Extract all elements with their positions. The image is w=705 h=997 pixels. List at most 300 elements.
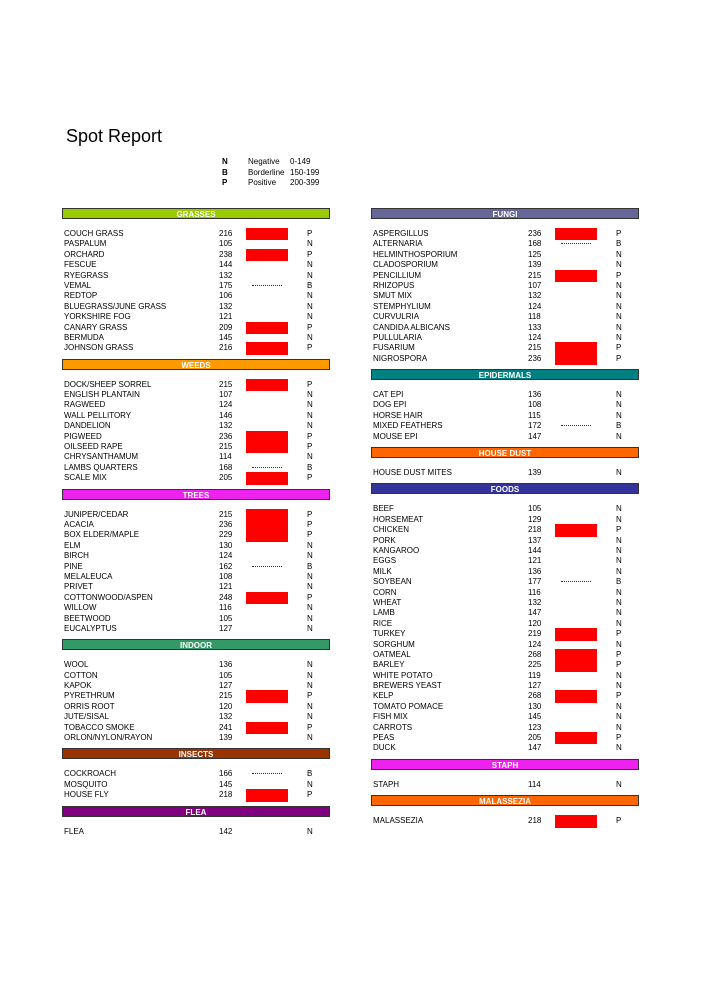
allergen-name: WHEAT [373,597,402,607]
allergen-value: 215 [528,343,542,353]
result-marker [555,743,597,753]
result-code: P [307,473,313,483]
allergen-name: TOBACCO SMOKE [64,722,135,732]
allergen-value: 145 [219,779,233,789]
result-code: P [307,442,313,452]
result-code: N [307,239,313,249]
allergen-name: ORLON/NYLON/RAYON [64,733,153,743]
allergen-value: 205 [219,473,233,483]
result-code: B [616,577,622,587]
legend-label: Positive [248,178,277,187]
legend-label: Negative [248,157,280,166]
table-row [371,421,639,431]
table-row [371,390,639,400]
allergen-name: JUNIPER/CEDAR [64,509,129,519]
table-row [62,271,330,281]
result-marker [555,567,597,577]
allergen-value: 132 [219,421,233,431]
allergen-name: ORCHARD [64,249,105,259]
result-code: N [307,681,313,691]
allergen-name: CLADOSPORIUM [373,260,438,270]
positive-marker [246,229,288,239]
table-row [62,530,330,540]
result-marker [246,260,288,270]
allergen-value: 218 [528,525,542,535]
result-code: N [307,452,313,462]
allergen-value: 125 [528,249,542,259]
table-row [62,473,330,483]
allergen-name: PEAS [373,733,395,743]
allergen-name: DOG EPI [373,400,407,410]
allergen-value: 215 [528,270,542,280]
section-weeds [62,359,330,484]
allergen-value: 136 [219,660,233,670]
allergen-name: RYEGRASS [64,270,109,280]
allergen-name: CORN [373,587,397,597]
allergen-value: 236 [528,353,542,363]
allergen-value: 225 [528,660,542,670]
allergen-name: HORSE HAIR [373,410,423,420]
table-row [371,354,639,364]
table-row [62,790,330,800]
result-code: P [307,592,313,602]
table-row [371,640,639,650]
allergen-value: 105 [219,613,233,623]
table-row [371,400,639,410]
section-insects [62,748,330,800]
result-code: N [307,390,313,400]
table-row [371,619,639,629]
positive-marker [555,733,597,743]
result-code: N [307,551,313,561]
allergen-name: JUTE/SISAL [64,712,109,722]
allergen-name: COUCH GRASS [64,229,124,238]
table-row [371,733,639,743]
table-row [62,291,330,301]
result-code: N [616,712,622,722]
result-code: P [307,343,313,353]
result-code: N [307,400,313,410]
result-code: N [307,623,313,633]
result-code: N [307,701,313,711]
table-row [62,723,330,733]
table-row [371,743,639,753]
result-marker [555,432,597,442]
result-marker [246,551,288,561]
section-header: TREES [62,489,330,500]
table-row [371,312,639,322]
result-marker [555,712,597,722]
result-code: P [616,525,622,535]
allergen-value: 107 [528,280,542,290]
result-marker [555,323,597,333]
table-row [62,463,330,473]
result-code: N [616,618,622,628]
result-marker [246,572,288,582]
result-marker [555,546,597,556]
table-row [62,250,330,260]
result-code: N [307,332,313,342]
result-code: B [307,561,313,571]
result-marker [555,504,597,514]
allergen-value: 130 [219,540,233,550]
section-flea [62,806,330,837]
allergen-value: 236 [528,229,542,238]
result-code: P [307,379,313,389]
result-marker [246,400,288,410]
allergen-name: PINE [64,561,83,571]
result-code: P [307,691,313,701]
table-row [62,562,330,572]
result-code: N [616,545,622,555]
result-code: P [307,509,313,519]
result-code: P [307,431,313,441]
table-row [62,380,330,390]
allergen-name: BEETWOOD [64,613,111,623]
result-code: N [616,312,622,322]
allergen-name: FLEA [64,826,85,836]
right-column [371,208,639,832]
section-header: INDOOR [62,639,330,650]
allergen-value: 215 [219,691,233,701]
table-row [62,302,330,312]
allergen-value: 168 [528,239,542,249]
allergen-value: 216 [219,343,233,353]
allergen-name: RHIZOPUS [373,280,415,290]
allergen-value: 119 [528,670,541,680]
table-row [62,229,330,239]
allergen-name: WILLOW [64,603,97,613]
table-row [371,281,639,291]
result-marker [555,588,597,598]
allergen-value: 108 [528,400,542,410]
table-row [62,614,330,624]
result-marker [555,400,597,410]
borderline-marker [246,562,288,572]
result-code: N [616,681,622,691]
result-code: P [307,322,313,332]
result-marker [246,302,288,312]
allergen-value: 175 [219,280,233,290]
table-row [62,681,330,691]
result-marker [555,556,597,566]
allergen-value: 205 [528,733,542,743]
table-row [371,271,639,281]
positive-marker [555,229,597,239]
positive-marker [246,790,288,800]
table-row [62,671,330,681]
allergen-name: DUCK [373,743,396,753]
result-code: N [307,603,313,613]
allergen-name: PIGWEED [64,431,102,441]
table-row [371,302,639,312]
allergen-value: 162 [219,561,233,571]
allergen-value: 145 [528,712,542,722]
result-code: N [307,260,313,270]
result-code: N [616,597,622,607]
allergen-name: DANDELION [64,421,111,431]
result-marker [246,390,288,400]
allergen-name: WOOL [64,660,89,670]
result-code: P [307,530,313,540]
table-row [62,780,330,790]
table-row [371,660,639,670]
table-row [62,691,330,701]
legend-range: 0-149 [290,157,311,166]
result-code: N [307,779,313,789]
result-marker [555,302,597,312]
allergen-value: 132 [219,270,233,280]
section-header: WEEDS [62,359,330,370]
section-house-dust [371,447,639,478]
result-marker [246,827,288,837]
table-row [62,660,330,670]
table-row [371,608,639,618]
result-marker [555,671,597,681]
table-row [371,411,639,421]
table-row [62,411,330,421]
table-row [371,723,639,733]
allergen-value: 121 [219,582,233,592]
result-code: P [307,229,313,238]
result-code: B [307,462,313,472]
allergen-name: BOX ELDER/MAPLE [64,530,140,540]
section-trees [62,489,330,635]
allergen-name: CHICKEN [373,525,410,535]
table-row [371,588,639,598]
allergen-value: 145 [219,332,233,342]
result-code: N [616,390,622,400]
legend-code: N [222,157,228,166]
allergen-value: 129 [528,514,542,524]
table-row [371,432,639,442]
result-code: N [616,535,622,545]
positive-marker [246,343,288,353]
allergen-value: 132 [219,301,233,311]
allergen-name: WALL PELLITORY [64,410,132,420]
result-code: N [307,733,313,743]
legend-label: Borderline [248,167,285,177]
allergen-name: HELMINTHOSPORIUM [373,249,458,259]
allergen-name: ASPERGILLUS [373,229,429,238]
allergen-name: OILSEED RAPE [64,442,123,452]
allergen-name: CANARY GRASS [64,322,128,332]
allergen-value: 137 [528,535,542,545]
allergen-value: 241 [219,722,233,732]
table-row [62,239,330,249]
allergen-value: 127 [219,623,233,633]
result-marker [246,624,288,634]
section-staph [371,759,639,790]
allergen-value: 144 [219,260,233,270]
allergen-value: 105 [219,670,233,680]
allergen-value: 147 [528,431,542,441]
table-row [371,816,639,826]
table-row [62,260,330,270]
section-header: FOODS [371,483,639,494]
allergen-name: HORSEMEAT [373,514,424,524]
result-code: N [307,582,313,592]
allergen-value: 168 [219,462,233,472]
table-row [371,780,639,790]
table-row [62,390,330,400]
positive-marker [246,380,288,390]
legend-range: 200-399 [290,178,320,187]
allergen-name: MILK [373,566,392,576]
table-row [371,598,639,608]
allergen-value: 136 [528,390,542,400]
allergen-value: 268 [528,691,542,701]
result-code: N [616,332,622,342]
result-code: N [616,779,622,789]
allergen-name: FISH MIX [373,712,408,722]
table-row [371,629,639,639]
positive-marker [555,816,597,826]
allergen-value: 114 [528,779,541,789]
positive-marker [246,442,288,452]
allergen-value: 118 [528,312,541,322]
result-code: B [307,769,313,779]
allergen-value: 215 [219,509,233,519]
allergen-value: 139 [528,468,542,478]
allergen-name: STEMPHYLIUM [373,301,431,311]
allergen-value: 177 [528,577,542,587]
allergen-name: BREWERS YEAST [373,681,442,691]
allergen-name: SOYBEAN [373,577,412,587]
result-code: N [616,587,622,597]
legend-range: 150-199 [290,167,320,177]
allergen-value: 218 [528,816,542,826]
table-row [62,432,330,442]
allergen-name: COTTON [64,670,98,680]
result-marker [246,271,288,281]
allergen-name: ALTERNARIA [373,239,423,249]
section-header: FLEA [62,806,330,817]
result-code: N [307,826,313,836]
result-code: N [307,312,313,322]
allergen-name: HOUSE DUST MITES [373,468,452,478]
allergen-name: MIXED FEATHERS [373,421,443,431]
result-code: N [616,639,622,649]
result-code: N [616,410,622,420]
table-row [371,556,639,566]
result-legend [222,157,319,189]
result-marker [555,250,597,260]
allergen-name: EGGS [373,556,397,566]
table-row [371,567,639,577]
legend-code: P [222,178,228,187]
section-header: FUNGI [371,208,639,219]
result-marker [555,702,597,712]
allergen-name: FUSARIUM [373,343,415,353]
result-marker [246,702,288,712]
result-marker [555,780,597,790]
result-code: N [616,431,622,441]
positive-marker [555,354,597,364]
allergen-value: 215 [219,442,233,452]
result-marker [555,390,597,400]
table-row [62,421,330,431]
allergen-name: SORGHUM [373,639,415,649]
result-marker [555,411,597,421]
allergen-value: 216 [219,229,233,238]
section-header: STAPH [371,759,639,770]
allergen-name: ORRIS ROOT [64,701,115,711]
allergen-value: 144 [528,545,542,555]
table-row [62,733,330,743]
allergen-name: FESCUE [64,260,97,270]
legend-row [222,178,319,189]
allergen-name: JOHNSON GRASS [64,343,134,353]
result-code: N [307,291,313,301]
allergen-name: SMUT MIX [373,291,412,301]
allergen-value: 218 [219,790,233,800]
allergen-value: 107 [219,390,233,400]
positive-marker [246,250,288,260]
allergen-value: 121 [528,556,542,566]
allergen-value: 108 [219,571,233,581]
allergen-name: EUCALYPTUS [64,623,117,633]
allergen-name: CANDIDA ALBICANS [373,322,450,332]
result-code: B [616,239,622,249]
result-code: N [616,743,622,753]
table-row [62,572,330,582]
result-code: B [616,421,622,431]
positive-marker [555,660,597,670]
allergen-value: 106 [219,291,233,301]
table-row [371,229,639,239]
result-marker [555,312,597,322]
result-marker [246,541,288,551]
table-row [62,827,330,837]
allergen-name: MOSQUITO [64,779,108,789]
allergen-name: BIRCH [64,551,89,561]
result-code: N [307,421,313,431]
allergen-name: VEMAL [64,280,92,290]
table-row [371,650,639,660]
allergen-value: 120 [528,618,542,628]
result-code: P [616,629,622,639]
table-row [62,582,330,592]
borderline-marker [555,577,597,587]
allergen-name: CURVULRIA [373,312,420,322]
allergen-name: DOCK/SHEEP SORREL [64,379,152,389]
result-marker [555,598,597,608]
result-code: N [307,410,313,420]
allergen-value: 268 [528,649,542,659]
table-row [62,624,330,634]
positive-marker [555,629,597,639]
allergen-name: ELM [64,540,81,550]
section-header: MALASSEZIA [371,795,639,806]
allergen-name: COTTONWOOD/ASPEN [64,592,153,602]
table-row [62,551,330,561]
allergen-name: PORK [373,535,396,545]
table-row [62,541,330,551]
result-code: N [307,571,313,581]
table-row [371,250,639,260]
table-row [62,702,330,712]
page-title: Spot Report [66,126,163,146]
allergen-name: PYRETHRUM [64,691,115,701]
table-row [62,452,330,462]
table-row [62,333,330,343]
allergen-name: PRIVET [64,582,93,592]
left-column [62,208,330,842]
allergen-name: ACACIA [64,519,94,529]
table-row [371,681,639,691]
allergen-value: 105 [528,504,542,514]
